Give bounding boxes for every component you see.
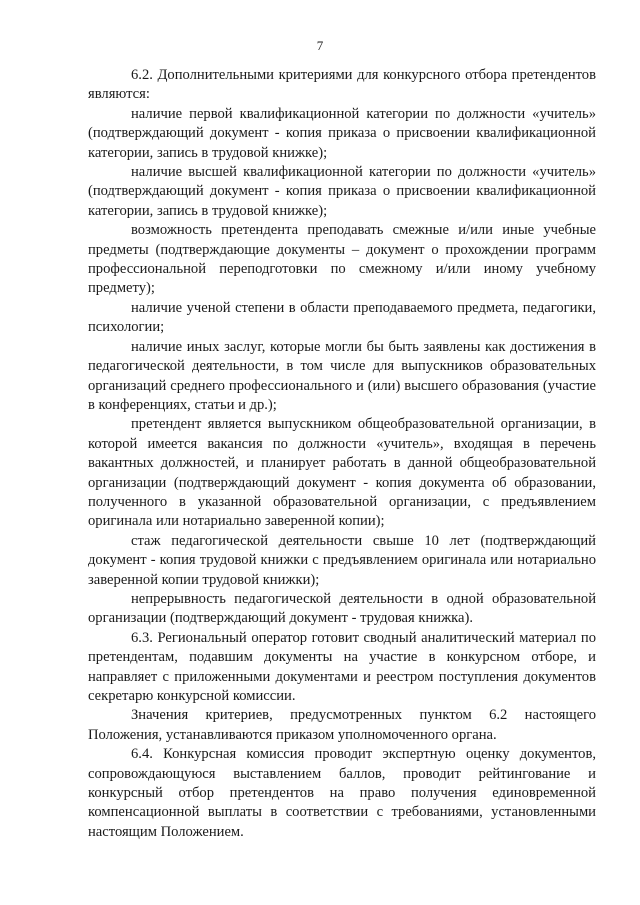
- criterion-first-category: наличие первой квалификационной категории по должности «учитель» (подтверждающий документ - копия приказа о присвоении квалификационной категории, запись в трудовой книжке);: [88, 105, 596, 161]
- paragraph-criteria-values: Значения критериев, предусмотренных пунктом 6.2 настоящего Положения, устанавливаются приказом уполномоченного органа.: [88, 707, 596, 743]
- document-body: [88, 66, 596, 842]
- criterion-continuous-activity: непрерывность педагогической деятельности в одной образовательной организации (подтверждающий документ - трудовая книжка).: [88, 590, 596, 627]
- criterion-academic-degree: наличие ученой степени в области преподаваемого предмета, педагогики, психологии;: [88, 299, 596, 336]
- criterion-other-merits: наличие иных заслуг, которые могли бы быть заявлены как достижения в педагогической деятельности, в том числе для выпускников образовательных организаций среднего профессионального и (или) высшего образования (участие в конференциях, статьи и др.);: [88, 338, 596, 413]
- paragraph-6-4: 6.4. Конкурсная комиссия проводит экспертную оценку документов, сопровождающуюся выставлением баллов, проводит рейтингование и конкурсный отбор претендентов на право получения единовременной компенсационной выплаты в соответствии с требованиями, установленными настоящим Положением.: [88, 746, 596, 840]
- criterion-highest-category: наличие высшей квалификационной категории по должности «учитель» (подтверждающий документ - копия приказа о присвоении квалификационной категории, запись в трудовой книжке);: [88, 164, 596, 219]
- page-number: 7: [316, 38, 324, 53]
- criterion-school-graduate: претендент является выпускником общеобразовательной организации, в которой имеется вакансия по должности «учитель», входящая в перечень вакантных должностей, и планирует работать в данной общеобразовательной организации (подтверждающий документ - копия документа об образовании, полученного в указанной образовательной организации, с предъявлением оригинала или нотариально заверенной копии);: [88, 416, 596, 530]
- paragraph-6-2-intro: 6.2. Дополнительными критериями для конкурсного отбора претендентов являются:: [88, 67, 596, 103]
- criterion-experience-10-years: стаж педагогической деятельности свыше 10 лет (подтверждающий документ - копия трудовой книжки с предъявлением оригинала или нотариально заверенной копии трудовой книжки);: [88, 532, 596, 588]
- paragraph-6-3: 6.3. Региональный оператор готовит сводный аналитический материал по претендентам, подавшим документы на участие в конкурсном отборе, и направляет с приложенными документами и реестром поступления документов секретарю конкурсной комиссии.: [88, 629, 596, 704]
- criterion-related-subjects: возможность претендента преподавать смежные и/или иные учебные предметы (подтверждающие документы – документ о прохождении программ профессиональной переподготовки по смежному и/или иному учебному предмету);: [88, 222, 596, 297]
